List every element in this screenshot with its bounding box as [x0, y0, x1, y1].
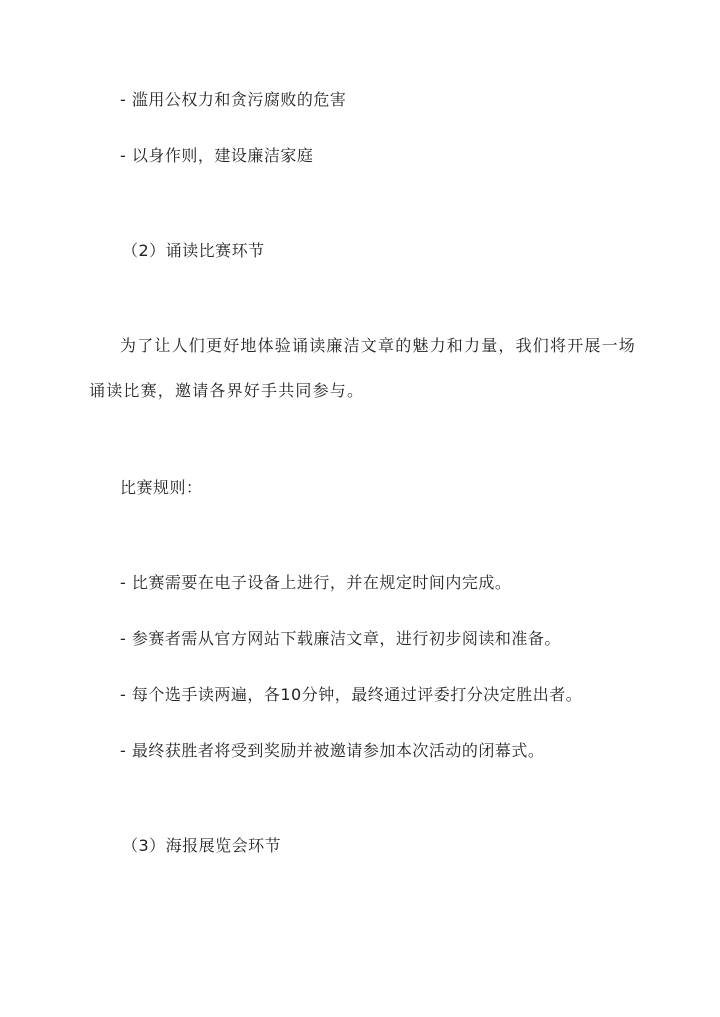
- section-heading: （2）诵读比赛环节: [122, 241, 265, 260]
- bullet-item: - 滥用公权力和贪污腐败的危害: [120, 90, 347, 109]
- rule-item: - 最终获胜者将受到奖励并被邀请参加本次活动的闭幕式。: [120, 741, 545, 760]
- bullet-item: - 以身作则，建设廉洁家庭: [120, 146, 314, 165]
- rule-item: - 每个选手读两遍，各10分钟，最终通过评委打分决定胜出者。: [120, 685, 583, 704]
- rules-label: 比赛规则：: [120, 478, 203, 497]
- section-heading: （3）海报展览会环节: [122, 836, 282, 855]
- rule-item: - 比赛需要在电子设备上进行，并在规定时间内完成。: [120, 573, 512, 592]
- rule-item: - 参赛者需从官方网站下载廉洁文章，进行初步阅读和准备。: [120, 629, 561, 648]
- paragraph-line: 诵读比赛，邀请各界好手共同参与。: [89, 381, 365, 400]
- paragraph-line: 为了让人们更好地体验诵读廉洁文章的魅力和力量，我们将开展一场: [120, 336, 637, 355]
